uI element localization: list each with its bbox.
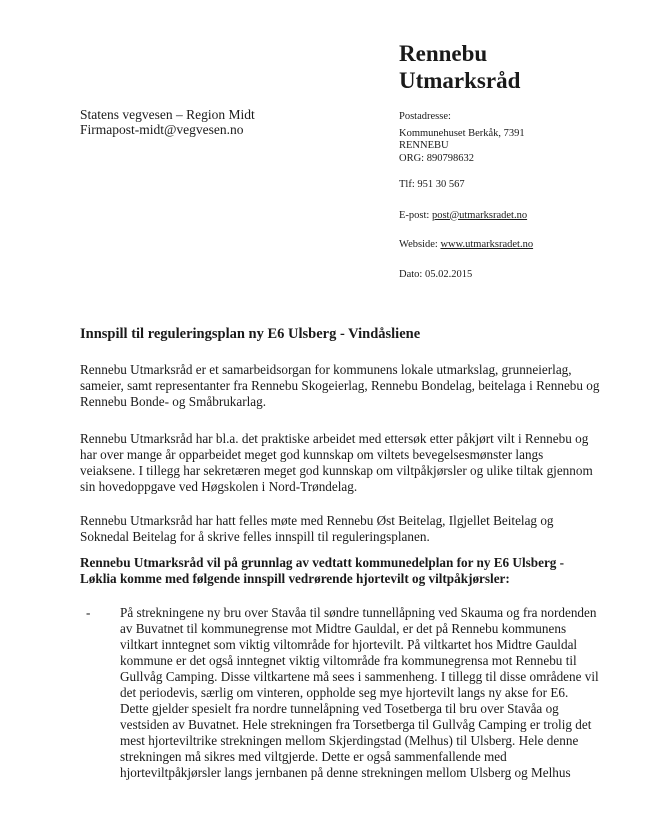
sender-block bbox=[399, 111, 533, 281]
recipient-email: Firmapost-midt@vegvesen.no bbox=[80, 122, 244, 137]
website-label: Webside: bbox=[399, 239, 441, 250]
org-number: ORG: 890798632 bbox=[399, 152, 474, 164]
recipient-name: Statens vegvesen – Region Midt bbox=[80, 107, 255, 122]
organization-name-line2: Utmarksråd bbox=[399, 68, 521, 93]
bullet-marker: - bbox=[86, 605, 91, 620]
address-line1: Kommunehuset Berkåk, 7391 bbox=[399, 127, 525, 139]
paragraph-statement: Rennebu Utmarksråd vil på grunnlag av vedtatt kommunedelplan for ny E6 Ulsberg - Løklia komme med følgende innspill vedrørende hjortevilt og viltpåkjørsler: bbox=[80, 555, 565, 586]
website-line bbox=[399, 239, 533, 252]
email-link[interactable]: post@utmarksradet.no bbox=[431, 209, 528, 221]
document-title: Innspill til reguleringsplan ny E6 Ulsberg - Vindåsliene bbox=[80, 326, 421, 342]
address-label: Postadresse: bbox=[399, 111, 451, 122]
email-line bbox=[399, 210, 533, 223]
address-line2: RENNEBU bbox=[399, 140, 449, 151]
date: Dato: 05.02.2015 bbox=[399, 268, 473, 280]
organization-name bbox=[399, 40, 520, 94]
bullet-text: På strekningene ny bru over Stavåa til søndre tunnellåpning ved Skauma og fra nordenden av Buvatnet til kommunegrense mot Midtre Gauldal, er det på Rennebu kommunens viltkart inntegnet som viktig viltområde for hjortevilt. På viltkartet hos Midtre Gauldal kommune er det også inntegnet viktig viltområde fra kommunegrensa mot Rennebu til Gullvåg Camping. Disse viltkartene må sees i sammenheng. I tillegg til disse områdene vil det periodevis, særlig om vinteren, oppholde seg mye hjortevilt langs ny akse for E6. Dette gjelder spesielt fra nordre tunnelåpning ved Tosetberga til bru over Stavåa og vestsiden av Buvatnet. Hele strekningen fra Torsetberga til Gullvåg Camping er trolig det mest hjorteviltrike strekningen mellom Skjerdingstad (Melhus) til Ulsberg. Hele denne strekningen må sikres med viltgjerde. Dette er også sammenfallende med hjorteviltpåkjørsler langs jernbanen på denne strekningen mellom Ulsberg og Melhus bbox=[120, 605, 599, 780]
paragraph-work: Rennebu Utmarksråd har bl.a. det praktiske arbeidet med ettersøk etter påkjørt vilt i Rennebu og har over mange år opparbeidet meget god kunnskap om viltets bevegelsesmønster langs veiaksene. I tillegg har sekretæren meget god kunnskap om viltpåkjørsler og ulike tiltak gjennom sin hovedoppgave ved Høgskolen i Nord-Trøndelag. bbox=[80, 431, 593, 494]
phone: Tlf: 951 30 567 bbox=[399, 179, 465, 190]
recipient-block bbox=[80, 107, 255, 137]
website-link[interactable]: www.utmarksradet.no bbox=[440, 239, 534, 250]
paragraph-meeting: Rennebu Utmarksråd har hatt felles møte med Rennebu Øst Beitelag, Ilgjellet Beitelag og Soknedal Beitelag for å skrive felles innspill til reguleringsplanen. bbox=[80, 513, 554, 544]
paragraph-intro: Rennebu Utmarksråd er et samarbeidsorgan for kommunens lokale utmarkslag, grunneierlag, sameier, samt representanter fra Rennebu Skogeierlag, Rennebu Bondelag, beitelaga i Rennebu og Rennebu Bonde- og Småbrukarlag. bbox=[80, 362, 600, 409]
organization-name-line1: Rennebu bbox=[399, 41, 488, 66]
email-label: E-post: bbox=[399, 209, 432, 221]
bullet-list-item bbox=[80, 605, 600, 781]
